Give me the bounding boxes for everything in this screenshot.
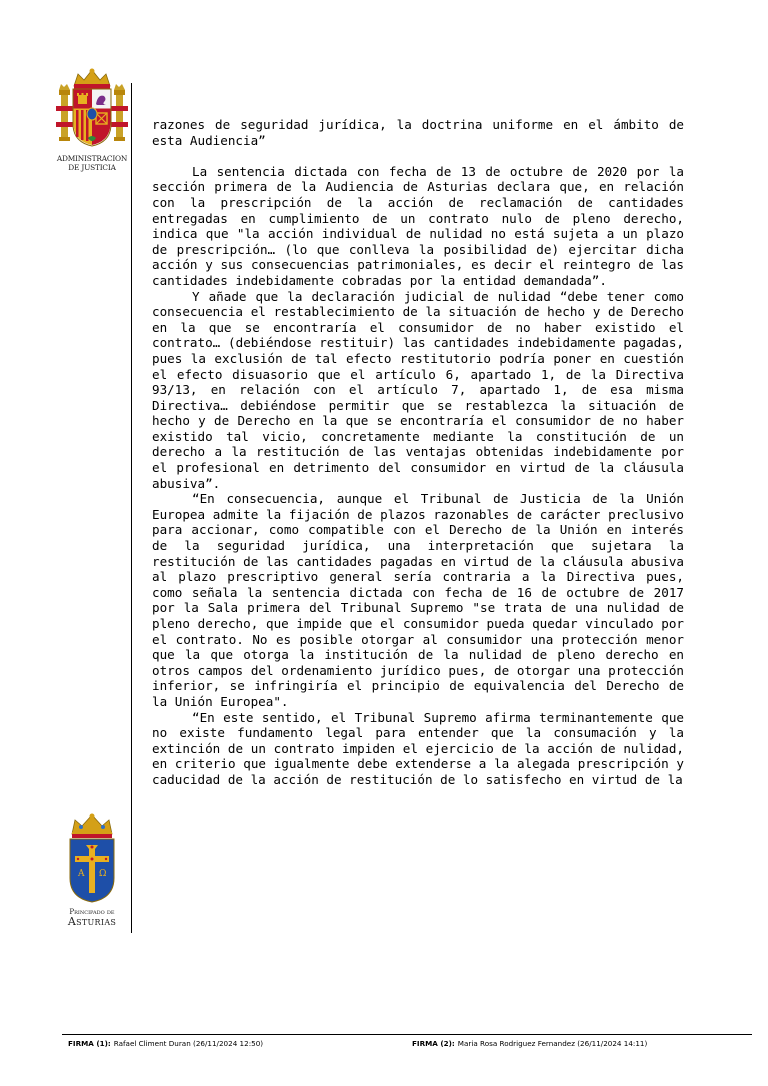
signature-2 [412, 1039, 647, 1048]
footer-rule [62, 1034, 752, 1035]
asturias-caption-line1: Principado de [69, 908, 115, 916]
paragraph-1: razones de seguridad jurídica, la doctrina uniforme en el ámbito de esta Audiencia” [152, 117, 684, 148]
svg-text:Ω: Ω [99, 869, 107, 879]
principado-asturias-logo [52, 812, 132, 926]
paragraph-2: La sentencia dictada con fecha de 13 de octubre de 2020 por la sección primera de la Audiencia de Asturias declara que, en relación con la prescripción de la acción de reclamación de cantidades entregadas en cumplimiento de un contrato nulo de pleno derecho, indica que "la acción individual de nulidad no está sujeta a un plazo de prescripción… (lo que conlleva la posibilidad de) ejercitar dicha acción y sus consecuencias patrimoniales, es decir el reintegro de las cantidades indebidamente cobradas por la entidad demandada”. [152, 163, 684, 288]
asturias-coat-of-arms-icon [64, 812, 120, 904]
logo-caption-line1: ADMINISTRACION [56, 154, 128, 163]
logo-caption-line2: DE JUSTICIA [68, 163, 116, 172]
svg-text:A: A [78, 869, 85, 879]
signature-2-label: FIRMA (2): [412, 1039, 455, 1048]
signature-1 [68, 1039, 263, 1048]
administracion-justicia-logo [50, 66, 134, 172]
document-body [152, 117, 684, 788]
spanish-coat-of-arms-icon [54, 66, 130, 150]
signature-2-text: Maria Rosa Rodriguez Fernandez (26/11/2024 14:11) [457, 1039, 648, 1048]
signature-1-label: FIRMA (1): [68, 1039, 111, 1048]
margin-rule [131, 83, 132, 933]
asturias-caption-line2: Asturias [67, 915, 117, 928]
signature-1-text: Rafael Climent Duran (26/11/2024 12:50) [113, 1039, 264, 1048]
paragraph-5: “En este sentido, el Tribunal Supremo afirma terminantemente que no existe fundamento legal para entender que la consumación y la extinción de un contrato impiden el ejercicio de la acción de nulidad, en criterio que igualmente debe extenderse a la alegada prescripción y caducidad de la acción de restitución de lo satisfecho en virtud de la [152, 709, 684, 787]
paragraph-3: Y añade que la declaración judicial de nulidad “debe tener como consecuencia el restablecimiento de la situación de hecho y de Derecho en la que se encontraría el consumidor de no haber existido el contrato… (debiéndose restituir) las cantidades indebidamente pagadas, pues la exclusión de tal efecto restitutorio podría poner en cuestión el efecto disuasorio que el artículo 6, apartado 1, de la Directiva 93/13, en relación con el artículo 7, apartado 1, de esa misma Directiva… debiéndose permitir que se restablezca la situación de hecho y de Derecho en la que se encontraría el consumidor de no haber existido tal vicio, concretamente mediante la constitución de un derecho a la restitución de las ventajas obtenidas indebidamente por el profesional en detrimento del consumidor en virtud de la cláusula abusiva”. [152, 288, 684, 491]
paragraph-4: “En consecuencia, aunque el Tribunal de Justicia de la Unión Europea admite la fijación de plazos razonables de carácter preclusivo para accionar, como compatible con el Derecho de la Unión en interés de la seguridad jurídica, una interpretación que sujetara la restitución de las cantidades pagadas en virtud de la cláusula abusiva al plazo prescriptivo general sería contraria a la Directiva pues, como señala la sentencia dictada con fecha de 16 de octubre de 2017 por la Sala primera del Tribunal Supremo "se trata de una nulidad de pleno derecho, que impide que el consumidor pueda quedar vinculado por el contrato. No es posible otorgar al consumidor una protección menor que la que otorga la institución de la nulidad de pleno derecho en otros campos del ordenamiento jurídico pues, de otorgar una protección inferior, se infringiría el principio de equivalencia del Derecho de la Unión Europea". [152, 491, 684, 709]
